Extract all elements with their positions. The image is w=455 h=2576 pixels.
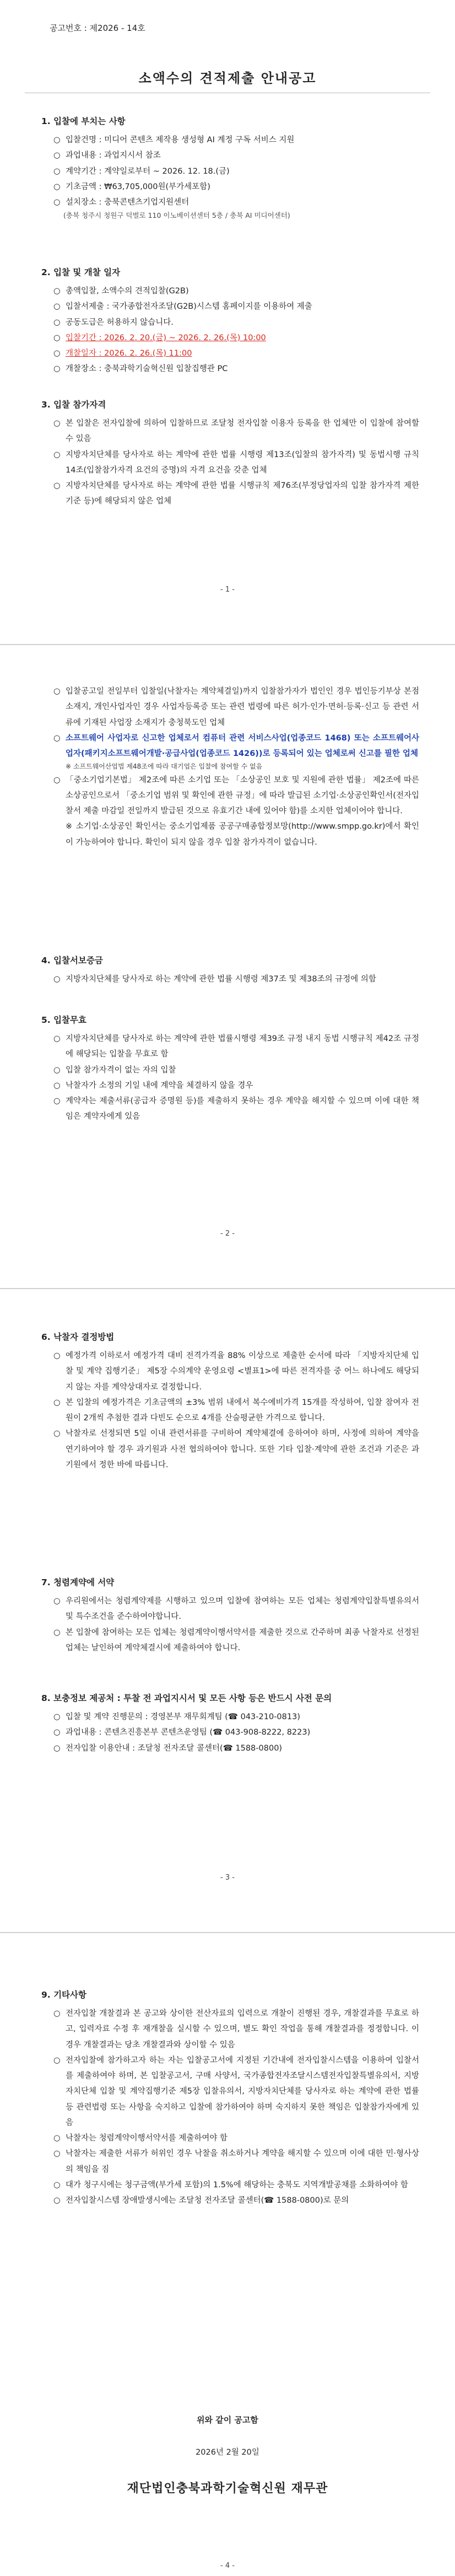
list-item: ○ 계약기간 : 계약일로부터 ~ 2026. 12. 18.(금) (53, 167, 230, 176)
page-number: - 2 - (220, 1230, 235, 1238)
page-2 (0, 645, 455, 1288)
section-1 (41, 115, 419, 221)
bid-period: 입찰기간 : 2026. 2. 20.(금) ~ 2026. 2. 26.(목) 10:00 (66, 333, 266, 342)
list-item: ○ 입찰 및 계약 진행문의 : 경영본부 재무회계팀 (☎ 043-210-0813) (53, 1713, 300, 1721)
list-item: ○ 낙찰자가 소정의 기일 내에 계약을 체결하지 않을 경우 (53, 1081, 253, 1090)
list-item: ○ 예정가격 이하로서 예정가격 대비 전격가격율 88% 이상으로 제출한 순서에 따라 「지방자치단체 입찰 및 계약 집행기준」 제5장 수의계약 운영요령 <별표1>에 따른 전격자를 중 어느 하나에도 해당되지 않는 자를 계약상대자로 결정합니다. (53, 1351, 419, 1392)
page-number: - 4 - (220, 2562, 235, 2570)
software-note: ※ 소프트웨어산업법 제48조에 따라 대기업은 입찰에 참여할 수 없음 (66, 763, 263, 771)
address-note: (충북 청주시 청원구 덕벌로 110 이노베이션센터 5층 / 충북 AI 미디어센터) (63, 211, 290, 220)
opening-date: 개찰일자 : 2026. 2. 26.(목) 11:00 (66, 349, 192, 358)
section-3-title: 3. 입찰 참가자격 (41, 400, 106, 410)
list-item: ○ 「중소기업기본법」 제2조에 따른 소기업 또는 「소상공인 보호 및 지원에 관한 법률」 제2조에 따른 소상공인으로서 「중소기업 범위 및 확인에 관한 규정」에 따라 발급된 소기업·소상공인확인서(전자입찰서 제출 마감일 전일까지 발급된 것으로 유효기간 내에 있어야 함)를 소지한 업체이어야 합니다. (53, 775, 419, 816)
list-item: ○ 설치장소 : 충북콘텐츠기업지원센터 (53, 198, 189, 207)
section-8-title: 8. 보충정보 제공처 : 투찰 전 과업지시서 및 모든 사항 등은 반드시 사전 문의 (41, 1693, 332, 1703)
list-item: ○ 지방자치단체를 당사자로 하는 계약에 관한 법률시행령 제39조 규정 내지 동법 시행규칙 제42조 규정에 해당되는 입찰을 무효로 함 (53, 1034, 419, 1059)
list-item: ○ 입찰 참가자격이 없는 자의 입찰 (53, 1065, 176, 1075)
list-item: ○ 지방자치단체를 당사자로 하는 계약에 관한 법률 시행령 제13조(입찰의 참가자격) 및 동법시행 규칙 14조(입찰참가자격 요건의 증명)의 자격 요건을 갖춘 업체 (53, 450, 419, 475)
list-item: ○ 전자입찰시스템 장애발생시에는 조달청 전자조달 콜센터(☎ 1588-0800)로 문의 (53, 2196, 349, 2205)
list-item: ○ 입찰서제출 : 국가종합전자조달(G2B)시스템 홈페이지를 이용하여 제출 (53, 302, 312, 312)
list-item: ○ 지방자치단체를 당사자로 하는 계약에 관한 법률 시행령 제37조 및 제38조의 규정에 의함 (53, 975, 376, 984)
list-item: ○ 입찰기간 : 2026. 2. 20.(금) ~ 2026. 2. 26.(목) 10:00 (53, 330, 419, 346)
page-3 (0, 1289, 455, 1932)
list-item: ○ 본 입찰의 예정가격은 기초금액의 ±3% 범위 내에서 복수예비가격 15개를 작성하여, 입찰 참여자 전원이 2개씩 추첨한 결과 다빈도 순으로 4개를 산술평균한 가격으로 합니다. (53, 1398, 419, 1423)
closing-date: 2026년 2월 20일 (196, 2448, 259, 2457)
list-item: ○ 소프트웨어 사업자로 신고한 업체로서 컴퓨터 관련 서비스사업(업종코드 1468) 또는 소프트웨어사업자(패키지소프트웨어개발·공급사업(업종코드 1426))로 등록되어 있는 업체로써 신고를 필한 업체 (53, 733, 419, 759)
list-item: ○ 공동도급은 허용하지 않습니다. (53, 318, 174, 327)
section-8 (41, 1692, 419, 1756)
section-2-title: 2. 입찰 및 개찰 일자 (41, 267, 121, 277)
list-item: ○ 기초금액 : ₩63,705,000원(부가세포함) (53, 182, 210, 191)
list-item: ○ 낙찰자는 제출한 서류가 허위인 경우 낙찰을 취소하거나 계약을 해지할 수 있으며 이에 대한 민·형사상의 책임을 짐 (53, 2149, 419, 2174)
section-5-title: 5. 입찰무효 (41, 1015, 86, 1025)
list-item: ○ 계약자는 제출서류(공급자 증명원 등)를 제출하지 못하는 경우 계약을 해지할 수 있으며 이에 대한 책임은 계약자에게 있음 (53, 1097, 419, 1121)
list-item: ○ 지방자치단체를 당사자로 하는 계약에 관한 법률 시행규칙 제76조(부정당업자의 입찰 참가자격 제한기준 등)에 해당되지 않은 업체 (53, 481, 419, 506)
section-6 (41, 1330, 419, 1473)
list-item: ○ 본 입찰에 참여하는 모든 업체는 청렴계약이행서약서를 제출한 것으로 간주하며 최종 낙찰자로 선정된 업체는 날인하여 계약체결시에 제출하여야 합니다. (53, 1628, 419, 1652)
section-2 (41, 266, 419, 377)
section-9-title: 9. 기타사항 (41, 1990, 86, 2000)
list-item: ※ 소기업·소상공인 확인서는 중소기업제품 공공구매종합정보망(http://www.smpp.go.kr)에서 확인이 가능하여야 합니다. 확인이 되지 않을 경우 입찰 참가자격이 없습니다. (66, 822, 419, 847)
list-item: ○ 전자입찰에 참가하고자 하는 자는 입찰공고서에 지정된 기간내에 전자입찰시스템을 이용하여 입찰서를 제출하여야 하며, 본 입찰공고서, 구매 사양서, 국가종합전자조달시스템전자입찰특별유의서, 지방자치단체 입찰 및 계약집행기준 제5장 입찰유의서, 지방자치단체를 당사자로 하는 계약에 관한 법률 등 관련법령 또는 사항을 숙지하고 입찰에 참가하여야 하며 숙지하지 못한 책임은 입찰참가자에게 있음 (53, 2056, 419, 2127)
section-3 (41, 398, 419, 509)
list-item: ○ 전자입찰 개찰결과 본 공고와 상이한 전산자료의 입력으로 개찰이 진행된 경우, 개찰결과를 무효로 하고, 입력자료 수정 후 재개찰을 실시할 수 있으며, 별도 확인 작업을 통해 개찰결과를 정정합니다. 이 경우 개찰결과는 당초 개찰결과와 상이할 수 있음 (53, 2009, 419, 2049)
section-9 (41, 1988, 419, 2208)
list-item: ○ 전자입찰 이용안내 : 조달청 전자조달 콜센터(☎ 1588-0800) (53, 1743, 283, 1753)
list-item: ○ 우리원에서는 청렴계약제를 시행하고 있으며 입찰에 참여하는 모든 업체는 청렴계약입찰특별유의서 및 특수조건을 준수하여야합니다. (53, 1597, 419, 1622)
page-1 (0, 0, 455, 644)
list-item: ○ 개찰일자 : 2026. 2. 26.(목) 11:00 (53, 346, 419, 361)
list-item: ○ 개찰장소 : 충북과학기술혁신원 입찰집행관 PC (53, 364, 228, 374)
section-6-title: 6. 낙찰자 결정방법 (41, 1332, 115, 1342)
list-item: ○ 과업내용 : 콘텐츠진흥본부 콘텐츠운영팀 (☎ 043-908-8222, 8223) (53, 1728, 311, 1737)
section-3-continued (41, 684, 419, 850)
list-item: ○ 입찰공고일 전일부터 입찰일(낙찰자는 계약체결일)까지 입찰참가자가 법인인 경우 법인등기부상 본점 소재지, 개인사업자인 경우 사업자등록증 또는 관련 법령에 따른 허가·인가·면허·등록·신고 등 관련 서류에 기재된 사업장 소재지가 충청북도인 업체 (53, 687, 419, 727)
list-item: ○ 대가 청구시에는 청구금액(부가세 포함)의 1.5%에 해당하는 충북도 지역개발공채를 소화하여야 함 (53, 2180, 408, 2189)
list-item: ○ 낙찰자는 청렴계약이행서약서를 제출하여야 함 (53, 2134, 228, 2143)
section-5 (41, 1013, 419, 1125)
section-7-title: 7. 청렴계약에 서약 (41, 1577, 115, 1587)
page-number: - 1 - (220, 586, 235, 594)
announcement-number: 공고번호 : 제2026 - 14호 (50, 23, 145, 33)
section-7 (41, 1576, 419, 1656)
closing-notice: 위와 같이 공고함 (197, 2415, 258, 2425)
list-item: ○ 총액입찰, 소액수의 견적입찰(G2B) (53, 287, 189, 296)
list-item: ○ 낙찰자로 선정되면 5일 이내 관련서류를 구비하여 계약체결에 응하여야 하며, 사정에 의하여 계약을 연기하여야 할 경우 과기원과 사전 협의하여야 합니다. 또한 기타 입찰·계약에 관한 조건과 기준은 과기원에서 정한 바에 따릅니다. (53, 1429, 419, 1469)
issuing-organization: 재단법인충북과학기술혁신원 재무관 (127, 2482, 328, 2496)
page-number: - 3 - (220, 1874, 235, 1882)
page-4 (0, 1933, 455, 2576)
document-title: 소액수의 견적제출 안내공고 (138, 71, 317, 86)
list-item: ○ 입찰건명 : 미디어 콘텐츠 제작용 생성형 AI 계정 구독 서비스 지원 (53, 136, 295, 144)
list-item: ○ 본 입찰은 전자입찰에 의하여 입찰하므로 조달청 전자입찰 이용자 등록을 한 업체만 이 입찰에 참여할 수 있음 (53, 419, 419, 444)
section-1-title: 1. 입찰에 부치는 사항 (41, 116, 126, 126)
list-item: ○ 과업내용 : 과업지시서 참조 (53, 151, 161, 160)
section-4-title: 4. 입찰서보증금 (41, 956, 103, 965)
section-4 (41, 954, 419, 987)
